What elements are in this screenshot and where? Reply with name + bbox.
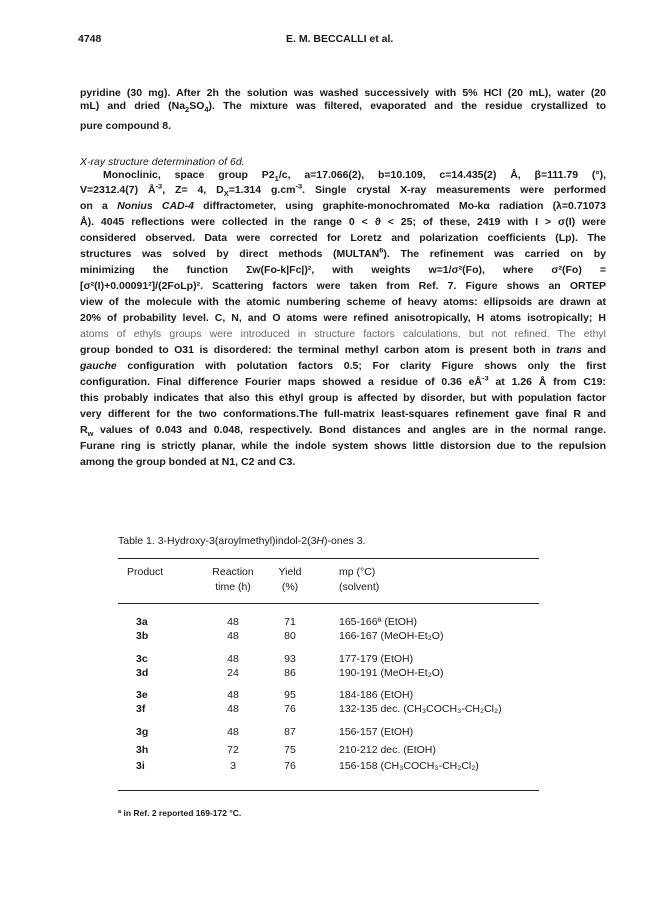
xray-line: 20% of probability level. C, N, and O atoms were refined anisotropically, H atoms isotropically; H (80, 312, 606, 324)
table-row-mp: 166-167 (MeOH-Et₂O) (339, 630, 444, 642)
xray-line: Å). 4045 reflections were collected in the range 0 < ϑ < 25; of these, 2419 with I > σ(I) were (80, 216, 606, 228)
table-caption: Table 1. 3-Hydroxy-3(aroylmethyl)indol-2(3H)-ones 3. (118, 535, 366, 547)
table-row-product: 3e (136, 689, 148, 701)
table-row-yield: 93 (284, 653, 296, 665)
xray-line: Monoclinic, space group $P2_1/c$, a=17.066(2), b=10.109, c=14.435(2) Å, β=111.79 (°), (103, 169, 606, 182)
table-row-time: 48 (227, 703, 239, 715)
xray-line: considered observed. Data were corrected for Loretz and polarization coefficients (Lp). The (80, 232, 606, 244)
table-row-product: 3h (136, 744, 149, 756)
col-header-yield-unit: (%) (281, 581, 299, 593)
table-row-mp: 156-158 (CH₃COCH₃-CH₂Cl₂) (339, 760, 479, 772)
table-top-rule (118, 558, 539, 559)
section-heading: X-ray structure determination of 6d. (80, 156, 245, 168)
table-row-mp: 184-186 (EtOH) (339, 689, 414, 701)
table-row-yield: 87 (284, 726, 296, 738)
xray-line: structures was solved by direct methods (MULTAN$^6$). The refinement was carried on by (80, 248, 606, 260)
xray-line: configuration. Final difference Fourier maps showed a residue of 0.36 $eÅ^{-3}$ at 1.26 Å from C19: (80, 376, 606, 388)
table-row-product: 3g (136, 726, 149, 738)
col-header-yield: Yield (278, 566, 302, 578)
table-row-time: 48 (227, 726, 239, 738)
table-row-product: 3i (136, 760, 145, 772)
xray-line: gauche configuration with polutation factors 0.5; For clarity Figure shows only the first (80, 360, 606, 372)
col-header-mp: mp (°C) (339, 566, 376, 578)
xray-line: Furane ring is strictly planar, while the indole system shows little distorsion due to the repulsion (80, 440, 606, 452)
table-row-time: 3 (230, 760, 236, 772)
col-header-time-unit: time (h) (215, 581, 251, 593)
paragraph-line: pyridine (30 mg). After 2h the solution was washed successively with 5% HCl (20 mL), water (20 (80, 87, 606, 99)
col-header-mp-solvent: (solvent) (339, 581, 380, 593)
table-row-yield: 76 (284, 703, 296, 715)
table-row-mp: 210-212 dec. (EtOH) (339, 744, 436, 756)
table-row-yield: 71 (284, 616, 296, 628)
table-row-mp: 165-166ª (EtOH) (339, 616, 418, 628)
table-row-product: 3c (136, 653, 148, 665)
table-row-product: 3f (136, 703, 146, 715)
table-row-product: 3b (136, 630, 149, 642)
table-footnote: ª in Ref. 2 reported 169-172 °C. (118, 808, 242, 818)
table-row-yield: 76 (284, 760, 296, 772)
xray-line: atoms of ethyls groups were introduced in structure factors calculations, but not refined. The ethyl (80, 328, 606, 340)
table-row-time: 48 (227, 653, 239, 665)
table-row-mp: 177-179 (EtOH) (339, 653, 414, 665)
running-header-authors: E. M. BECCALLI et al. (286, 33, 394, 45)
table-row-yield: 86 (284, 667, 296, 679)
table-row-mp: 132-135 dec. (CH₃COCH₃-CH₂Cl₂) (339, 703, 502, 715)
table-row-time: 48 (227, 630, 239, 642)
table-row-product: 3d (136, 667, 149, 679)
table-row-time: 24 (227, 667, 239, 679)
table-header-rule (118, 603, 539, 604)
table-row-mp: 156-157 (EtOH) (339, 726, 414, 738)
xray-line: very different for the two conformations.The full-matrix least-squares refinement gave final R and (80, 408, 606, 420)
paragraph-line: pure compound 8. (80, 120, 172, 132)
table-row-yield: 95 (284, 689, 296, 701)
table-row-time: 72 (227, 744, 239, 756)
xray-line: minimizing the function Σw(Fo-k|Fc|)², with weights w=1/σ²(Fo), where σ²(Fo) = (80, 264, 606, 276)
xray-line: view of the molecule with the atomic numbering scheme of heavy atoms: ellipsoids are drawn at (80, 296, 606, 308)
xray-line: $R_w$ values of 0.043 and 0.048, respectively. Bond distances and angles are in the normal range. (80, 424, 606, 437)
xray-line: V=2312.4(7) $Å^{-3}$, Z= 4, $D_X=1.314$ $g.cm^{-3}$. Single crystal X-ray measurements were performed (80, 184, 606, 197)
xray-line: on a Nonius CAD-4 diffractometer, using graphite-monochromated Mo-kα radiation (λ=0.71073 (80, 200, 606, 212)
table-row-time: 48 (227, 689, 239, 701)
xray-line: this probably indicates that also this ethyl group is affected by disorder, but with population factor (80, 392, 606, 404)
table-row-product: 3a (136, 616, 148, 628)
col-header-time: Reaction (212, 566, 254, 578)
xray-line: [σ²(I)+0.00091²]/(2FoLp)². Scattering factors were taken from Ref. 7. Figure shows an ORTEP (80, 280, 606, 292)
xray-line: among the group bonded at N1, C2 and C3. (80, 456, 296, 468)
xray-line: group bonded to O31 is disordered: the terminal methyl carbon atom is present both in trans and (80, 344, 606, 356)
table-row-mp: 190-191 (MeOH-Et₂O) (339, 667, 444, 679)
table-row-yield: 80 (284, 630, 296, 642)
table-bottom-rule (118, 790, 539, 791)
paragraph-line: mL) and dried $(Na_2SO_4)$. The mixture was filtered, evaporated and the residue crystallized to (80, 100, 606, 113)
col-header-product: Product (127, 566, 164, 578)
page-number: 4748 (78, 33, 102, 45)
table-row-yield: 75 (284, 744, 296, 756)
table-row-time: 48 (227, 616, 239, 628)
